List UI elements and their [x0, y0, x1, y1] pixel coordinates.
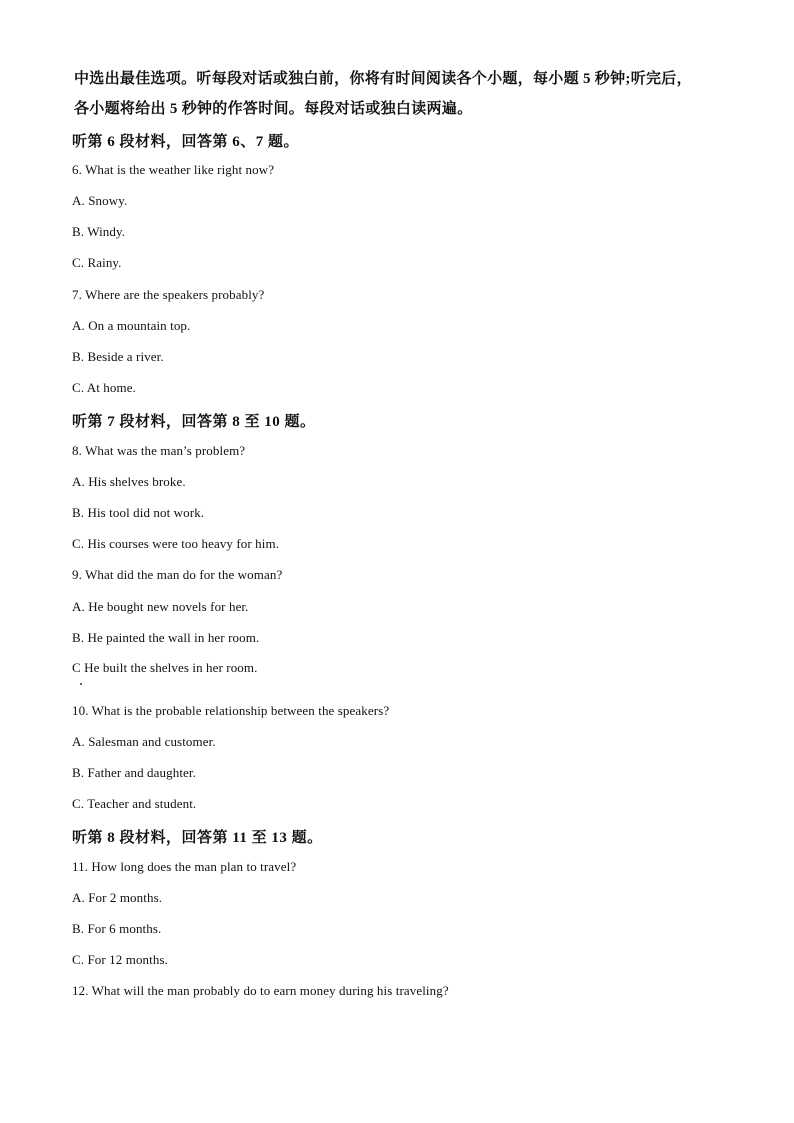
question-6-option-c: C. Rainy. [72, 255, 122, 270]
question-6-option-a: A. Snowy. [72, 193, 128, 208]
question-10: 10. What is the probable relationship between the speakers? [72, 703, 390, 718]
question-11-option-a: A. For 2 months. [72, 890, 163, 905]
question-10-option-c: C. Teacher and student. [72, 796, 197, 811]
instructions-paragraph [74, 64, 734, 124]
question-6-option-b: B. Windy. [72, 224, 126, 239]
question-7: 7. Where are the speakers probably? [72, 287, 265, 302]
question-9: 9. What did the man do for the woman? [72, 567, 283, 582]
section-heading-8: 听第 8 段材料，回答第 11 至 13 题。 [72, 830, 323, 846]
question-7-option-c: C. At home. [72, 380, 136, 395]
instructions-line-1: 中选出最佳选项。听每段对话或独白前，你将有时间阅读各个小题，每小题 5 秒钟;听完后， [74, 71, 692, 87]
question-9-option-c: C He built the shelves in her room. [72, 660, 258, 675]
question-8: 8. What was the man’s problem? [72, 443, 246, 458]
stray-dot-mark [80, 683, 82, 685]
question-7-option-b: B. Beside a river. [72, 349, 164, 364]
question-8-option-b: B. His tool did not work. [72, 505, 205, 520]
question-11-option-c: C. For 12 months. [72, 952, 168, 967]
section-heading-6: 听第 6 段材料，回答第 6、7 题。 [72, 134, 300, 150]
question-9-option-b: B. He painted the wall in her room. [72, 630, 260, 645]
section-heading-7: 听第 7 段材料，回答第 8 至 10 题。 [72, 414, 316, 430]
question-11-option-b: B. For 6 months. [72, 921, 162, 936]
question-7-option-a: A. On a mountain top. [72, 318, 191, 333]
question-6: 6. What is the weather like right now? [72, 162, 275, 177]
question-10-option-b: B. Father and daughter. [72, 765, 196, 780]
question-9-option-a: A. He bought new novels for her. [72, 599, 249, 614]
question-10-option-a: A. Salesman and customer. [72, 734, 216, 749]
question-8-option-a: A. His shelves broke. [72, 474, 186, 489]
question-11: 11. How long does the man plan to travel? [72, 859, 297, 874]
instructions-line-2: 各小题将给出 5 秒钟的作答时间。每段对话或独白读两遍。 [74, 101, 473, 117]
question-12: 12. What will the man probably do to earn money during his traveling? [72, 983, 449, 998]
question-8-option-c: C. His courses were too heavy for him. [72, 536, 280, 551]
